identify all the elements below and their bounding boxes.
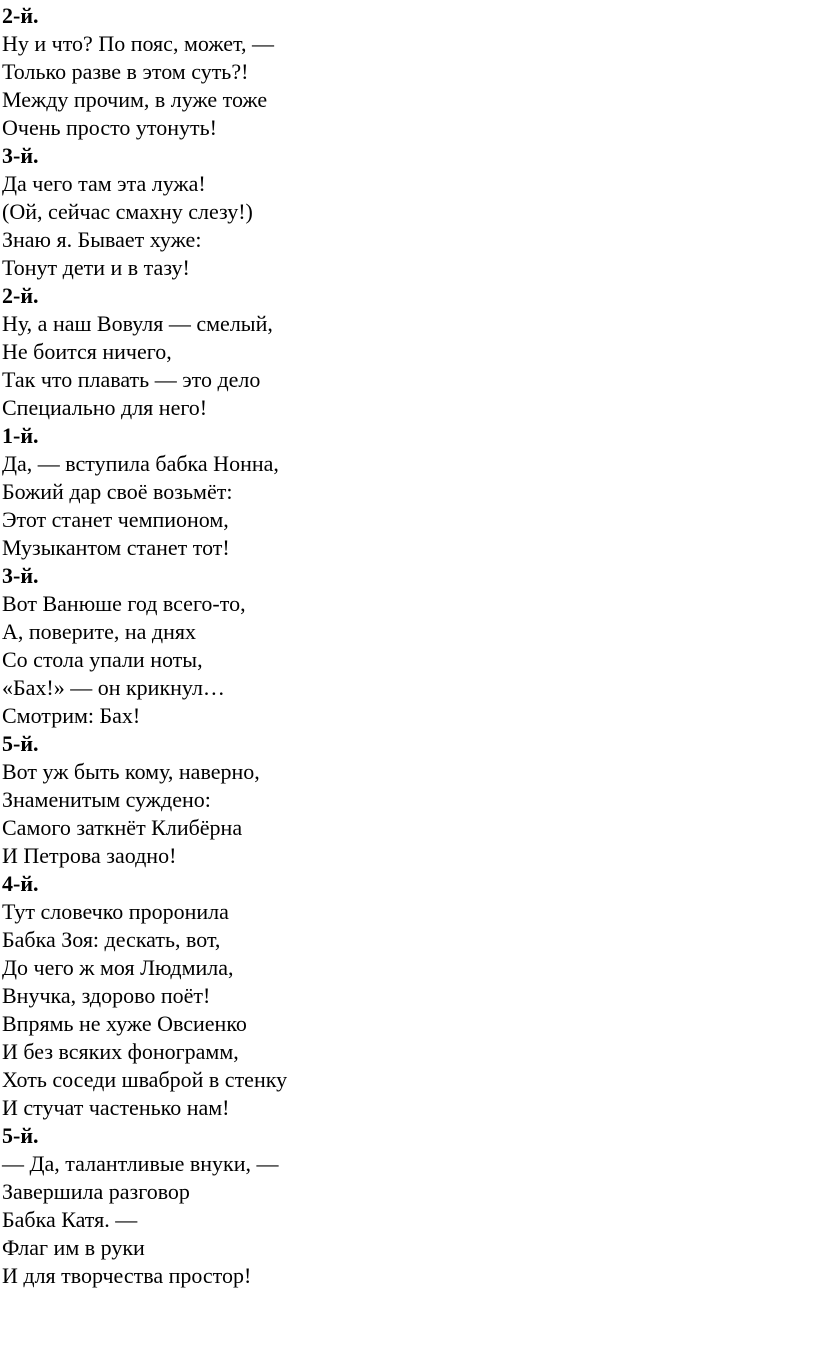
poem-line: Самого заткнёт Клибёрна	[2, 815, 243, 840]
poem-line: Впрямь не хуже Овсиенко	[2, 1011, 247, 1036]
poem-line: А, поверите, на днях	[2, 619, 196, 644]
poem-line: Да, — вступила бабка Нонна,	[2, 451, 279, 476]
stanza	[2, 2, 812, 142]
poem-line: Знаменитым суждено:	[2, 787, 211, 812]
speaker-label: 5-й.	[2, 1123, 39, 1148]
stanza	[2, 1122, 812, 1290]
poem-line: Хоть соседи шваброй в стенку	[2, 1067, 288, 1092]
speaker-label: 2-й.	[2, 3, 39, 28]
speaker-label: 2-й.	[2, 283, 39, 308]
speaker-label: 1-й.	[2, 423, 39, 448]
poem-line: Вот Ванюше год всего-то,	[2, 591, 246, 616]
stanza	[2, 870, 812, 1122]
poem-line: Божий дар своё возьмёт:	[2, 479, 233, 504]
poem-line: (Ой, сейчас смахну слезу!)	[2, 199, 253, 224]
poem-line: Тонут дети и в тазу!	[2, 255, 190, 280]
poem-line: Знаю я. Бывает хуже:	[2, 227, 202, 252]
poem-line: И стучат частенько нам!	[2, 1095, 230, 1120]
poem-line: Внучка, здорово поёт!	[2, 983, 211, 1008]
speaker-label: 3-й.	[2, 143, 39, 168]
poem-line: И Петрова заодно!	[2, 843, 177, 868]
poem-line: Завершила разговор	[2, 1179, 190, 1204]
poem-line: Очень просто утонуть!	[2, 115, 218, 140]
poem-line: Между прочим, в луже тоже	[2, 87, 268, 112]
poem-line: Не боится ничего,	[2, 339, 172, 364]
poem-line: Вот уж быть кому, наверно,	[2, 759, 260, 784]
poem-line: И без всяких фонограмм,	[2, 1039, 239, 1064]
poem-line: Флаг им в руки	[2, 1235, 145, 1260]
poem-line: Этот станет чемпионом,	[2, 507, 229, 532]
poem-line: Только разве в этом суть?!	[2, 59, 249, 84]
stanza	[2, 142, 812, 282]
poem-line: И для творчества простор!	[2, 1263, 252, 1288]
poem-document	[2, 2, 812, 1290]
poem-line: «Бах!» — он крикнул…	[2, 675, 225, 700]
poem-line: Ну и что? По пояс, может, —	[2, 31, 274, 56]
speaker-label: 4-й.	[2, 871, 39, 896]
speaker-label: 3-й.	[2, 563, 39, 588]
poem-line: Со стола упали ноты,	[2, 647, 203, 672]
stanza	[2, 562, 812, 730]
speaker-label: 5-й.	[2, 731, 39, 756]
poem-line: До чего ж моя Людмила,	[2, 955, 234, 980]
poem-line: Да чего там эта лужа!	[2, 171, 206, 196]
poem-line: Музыкантом станет тот!	[2, 535, 230, 560]
poem-line: Бабка Зоя: дескать, вот,	[2, 927, 221, 952]
poem-line: — Да, талантливые внуки, —	[2, 1151, 279, 1176]
stanza	[2, 422, 812, 562]
poem-line: Смотрим: Бах!	[2, 703, 141, 728]
poem-line: Ну, а наш Вовуля — смелый,	[2, 311, 273, 336]
stanza	[2, 730, 812, 870]
poem-line: Специально для него!	[2, 395, 208, 420]
stanza	[2, 282, 812, 422]
poem-line: Бабка Катя. —	[2, 1207, 138, 1232]
poem-line: Так что плавать — это дело	[2, 367, 261, 392]
poem-line: Тут словечко проронила	[2, 899, 229, 924]
